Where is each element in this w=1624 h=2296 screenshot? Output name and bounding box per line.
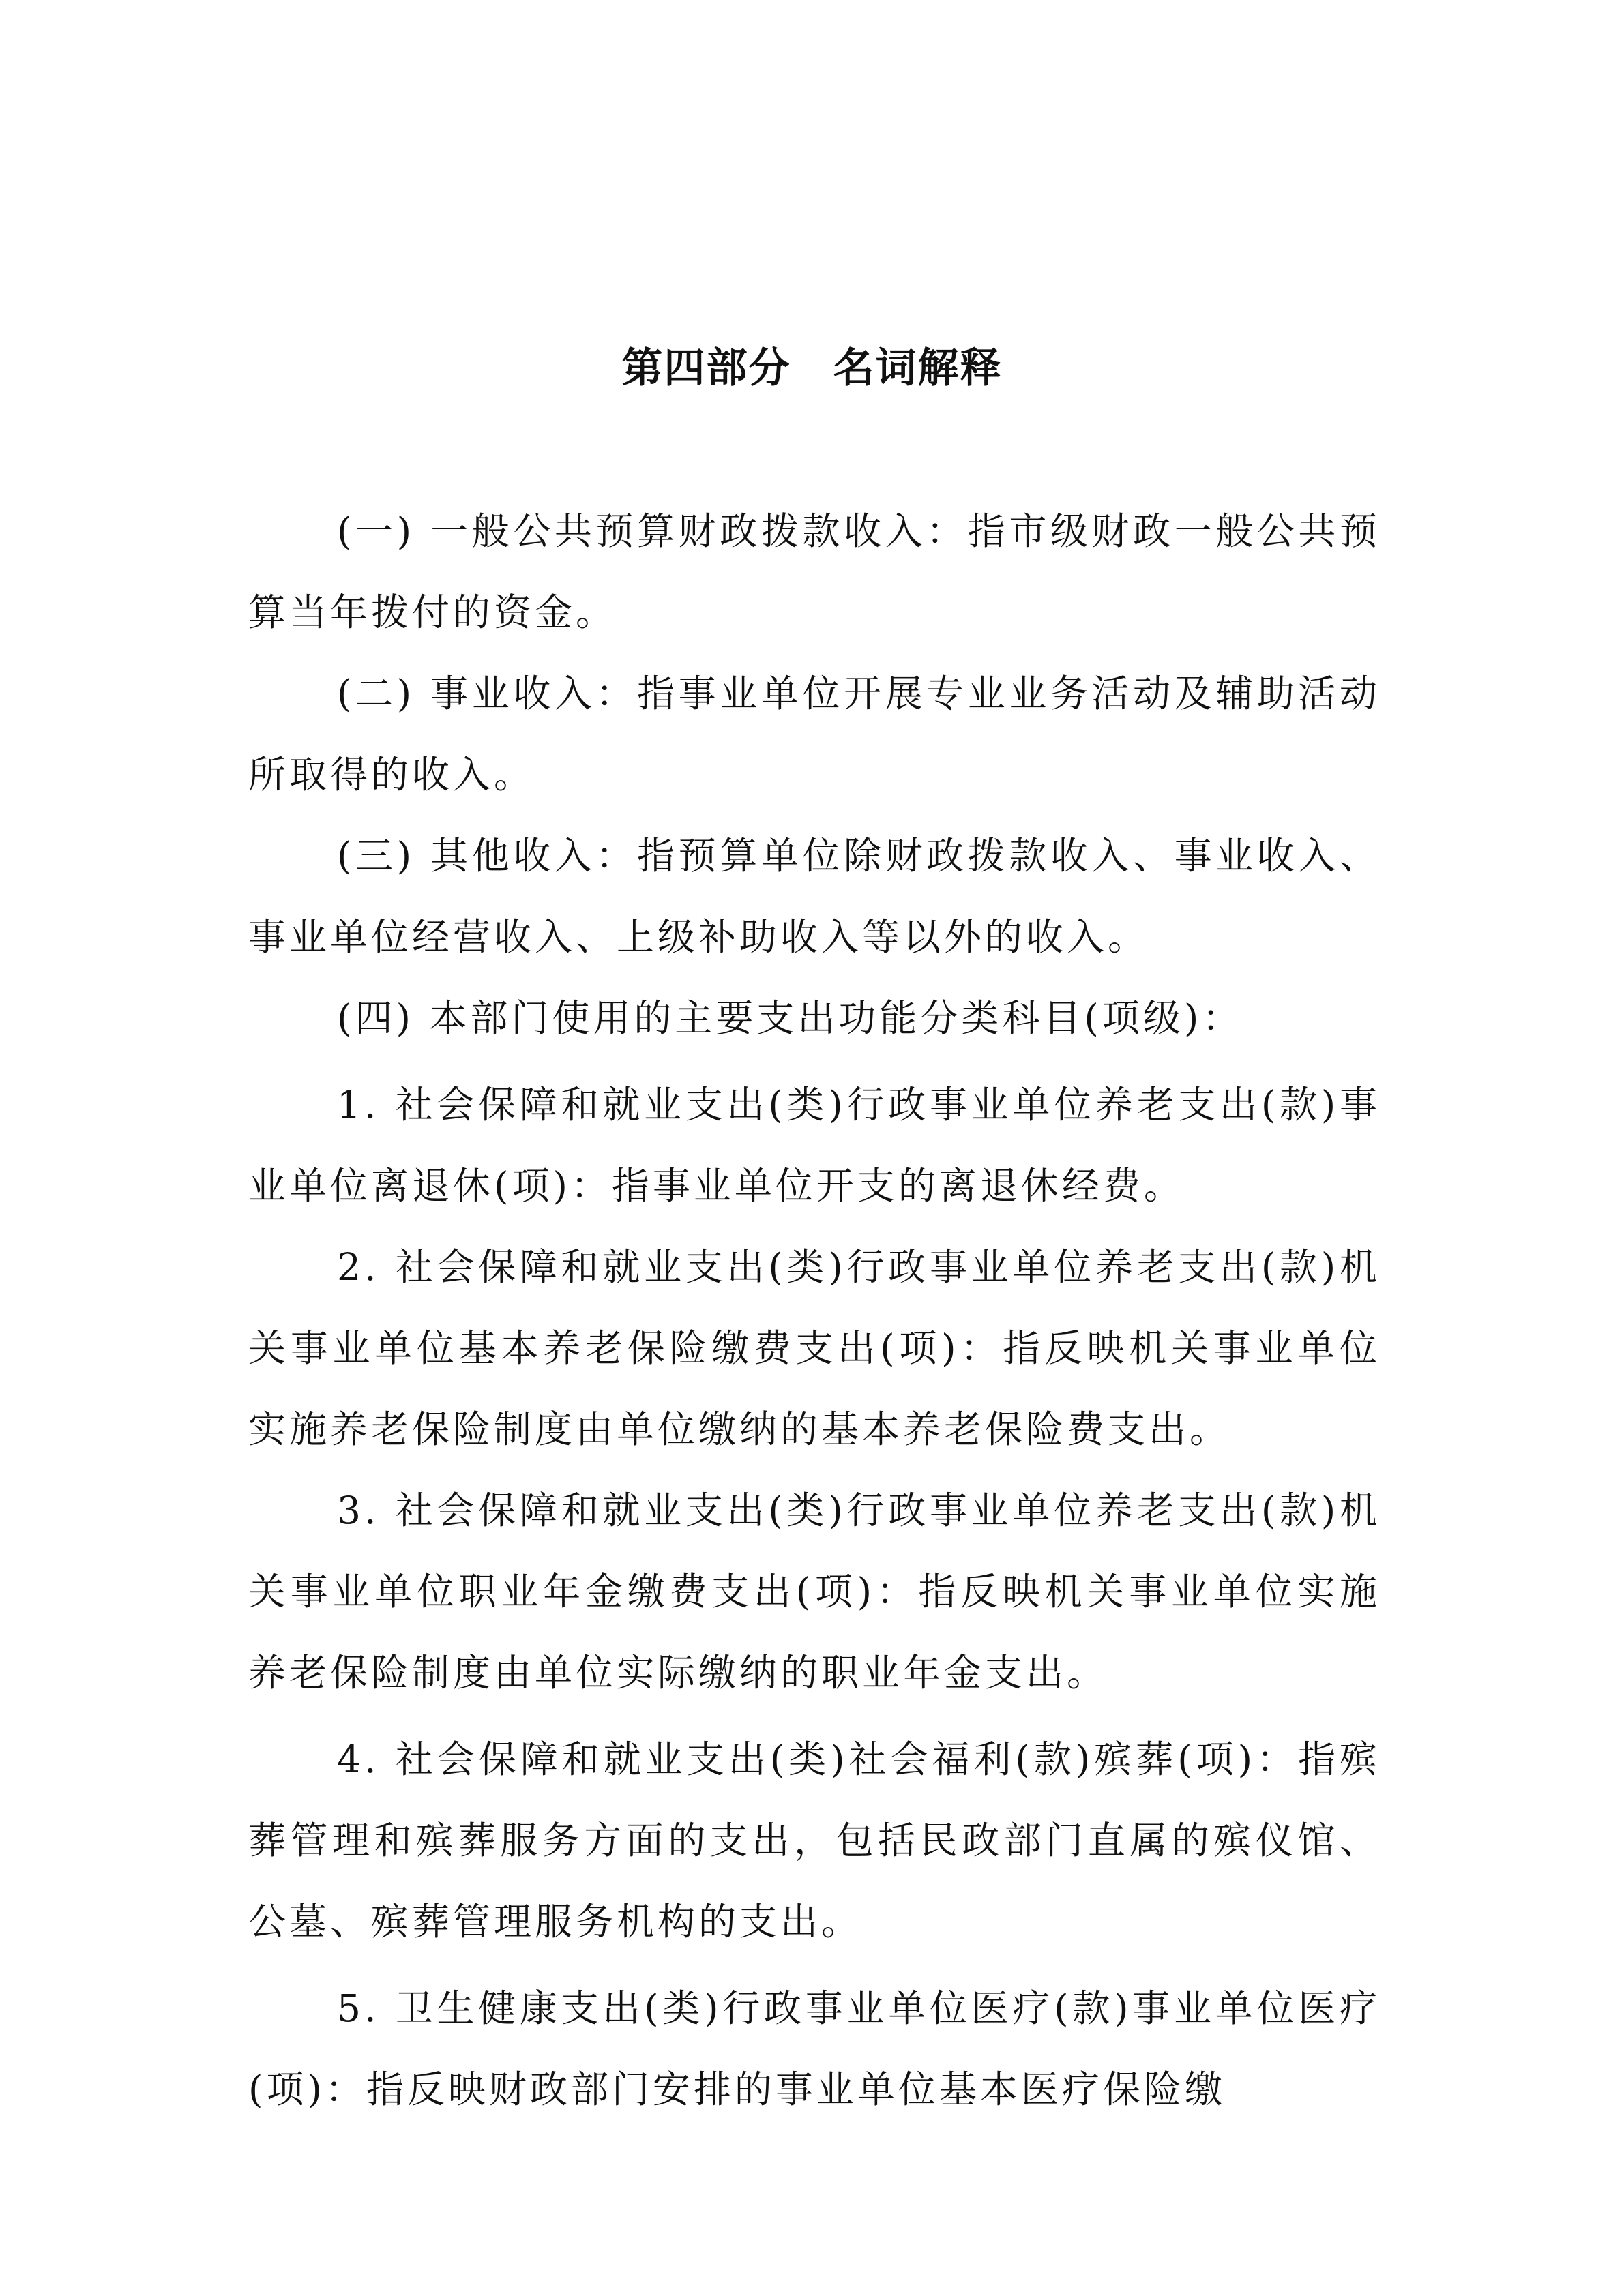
paragraph-item-4: 4. 社会保障和就业支出(类)社会福利(款)殡葬(项)：指殡葬管理和殡葬服务方面的支出，包括民政部门直属的殡仪馆、公墓、殡葬管理服务机构的支出。 xyxy=(248,1738,1381,1943)
page-title: 第四部分 名词解释 xyxy=(621,344,1003,392)
paragraph-item-1: 1. 社会保障和就业支出(类)行政事业单位养老支出(款)事业单位离退休(项)：指事业单位开支的离退休经费。 xyxy=(248,1083,1381,1208)
paragraph-expenditure-categories: (四) 本部门使用的主要支出功能分类科目(项级)： xyxy=(337,996,1243,1040)
paragraph-item-2: 2. 社会保障和就业支出(类)行政事业单位养老支出(款)机关事业单位基本养老保险缴费支出(项)：指反映机关事业单位实施养老保险制度由单位缴纳的基本养老保险费支出。 xyxy=(248,1245,1381,1451)
paragraph-business-income: (二) 事业收入：指事业单位开展专业业务活动及辅助活动所取得的收入。 xyxy=(248,672,1381,796)
paragraph-item-3: 3. 社会保障和就业支出(类)行政事业单位养老支出(款)机关事业单位职业年金缴费支出(项)：指反映机关事业单位实施养老保险制度由单位实际缴纳的职业年金支出。 xyxy=(248,1489,1381,1695)
paragraph-general-budget-income: (一) 一般公共预算财政拨款收入：指市级财政一般公共预算当年拨付的资金。 xyxy=(248,509,1381,634)
paragraph-other-income: (三) 其他收入：指预算单位除财政拨款收入、事业收入、事业单位经营收入、上级补助收入等以外的收入。 xyxy=(248,834,1381,959)
document-body xyxy=(248,491,1381,2130)
paragraph-item-5: 5. 卫生健康支出(类)行政事业单位医疗(款)事业单位医疗(项)：指反映财政部门安排的事业单位基本医疗保险缴 xyxy=(248,1986,1381,2111)
